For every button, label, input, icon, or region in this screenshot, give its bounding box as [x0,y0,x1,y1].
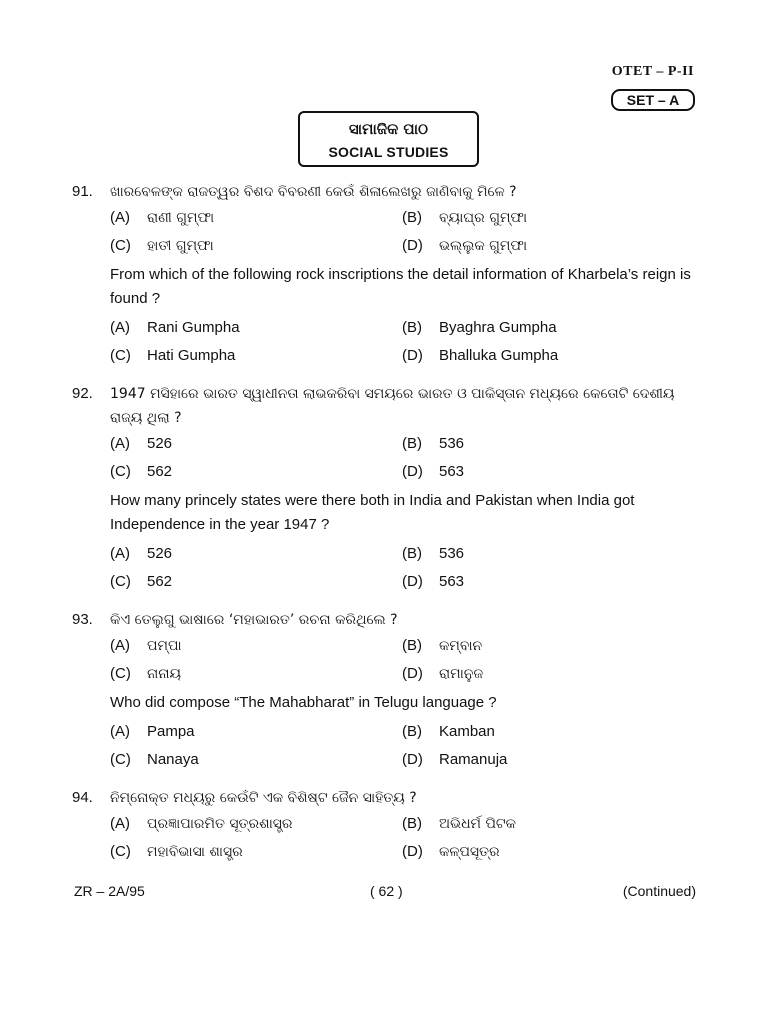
option-label: (B) [402,435,422,452]
option-b [402,810,697,838]
option-text: ଭଲ୍ଲୁକ ଗୁମ୍ଫା [439,238,528,254]
question-number: 92. [72,385,93,402]
option-text: ପ୍ରଜ୍ଞାପାରମିତ ସୂତ୍ରଶାସ୍ତ୍ର [147,816,293,832]
option-c [110,838,402,866]
option-b [402,430,697,458]
options-odia [110,204,697,260]
options-odia [110,810,697,866]
option-label: (B) [402,209,422,226]
option-a [110,810,402,838]
question-text-odia: 1947 ମସିହାରେ ଭାରତ ସ୍ୱାଧୀନତା ଲାଭକରିବା ସମୟରେ ଭାରତ ଓ ପାକିସ୍ତାନ ମଧ୍ୟରେ କେତୋଟି ଦେଶୀୟ ରାଜ୍ୟ ଥିଲା ? [110,386,675,426]
option-label: (D) [402,573,423,590]
question-text-odia: କିଏ ତେଲୁଗୁ ଭାଷାରେ ‘ମହାଭାରତ’ ରଚନା କରିଥିଲେ ? [110,612,398,628]
option-label: (D) [402,237,423,254]
option-label: (D) [402,665,423,682]
questions-list [72,180,697,878]
options-english [110,540,697,596]
option-b [402,204,697,232]
option-text: ରାମାନୁଜ [439,666,484,682]
option-b [402,632,697,660]
page-number: ( 62 ) [370,883,403,899]
option-text: Bhalluka Gumpha [439,347,559,364]
set-badge: SET – A [611,89,695,111]
question-number: 93. [72,611,93,628]
option-label: (C) [110,573,131,590]
question-text-odia: ନିମ୍ନୋକ୍ତ ମଧ୍ୟରୁ କେଉଁଟି ଏକ ବିଶିଷ୍ଟ ଜୈନ ସାହିତ୍ୟ ? [110,790,417,806]
option-c [110,342,402,370]
option-label: (B) [402,545,422,562]
option-label: (A) [110,319,130,336]
option-a [110,430,402,458]
question-text-odia: ଖାରବେଳଙ୍କ ରାଜତ୍ୱର ବିଶଦ ବିବରଣୀ କେଉଁ ଶିଳାଲେଖରୁ ଜାଣିବାକୁ ମିଳେ ? [110,184,517,200]
option-text: 526 [147,545,173,562]
option-label: (A) [110,545,130,562]
option-b [402,314,697,342]
question-text-english: From which of the following rock inscriptions the detail information of Kharbela’s reign is found ? [110,266,691,307]
option-text: 526 [147,435,173,452]
option-c [110,458,402,486]
option-label: (B) [402,637,422,654]
option-c [110,568,402,596]
option-c [110,660,402,688]
options-english [110,718,697,774]
option-text: 536 [439,545,465,562]
option-label: (C) [110,843,131,860]
option-text: ନାନାୟ [147,666,182,682]
footer-code: ZR – 2A/95 [74,883,145,899]
option-text: Kamban [439,723,495,740]
option-text: ବ୍ୟାଘ୍ର ଗୁମ୍ଫା [439,210,528,226]
option-text: ହାତୀ ଗୁମ୍ଫା [147,238,214,254]
option-label: (A) [110,637,130,654]
question-text-english: Who did compose “The Mahabharat” in Telugu language ? [110,694,497,711]
question-text-english: How many princely states were there both in India and Pakistan when India got Independence in the year 1947 ? [110,492,635,533]
option-text: କମ୍ବାନ [439,638,483,654]
option-d [402,458,697,486]
option-text: ପମ୍ପା [147,638,182,654]
option-c [110,232,402,260]
option-text: Pampa [147,723,195,740]
option-text: 562 [147,573,173,590]
option-d [402,342,697,370]
question-92 [72,382,697,596]
option-text: 563 [439,463,465,480]
option-text: 562 [147,463,173,480]
option-b [402,718,697,746]
question-94 [72,786,697,866]
option-label: (C) [110,463,131,480]
option-text: 536 [439,435,465,452]
option-label: (A) [110,209,130,226]
option-label: (C) [110,237,131,254]
option-label: (B) [402,815,422,832]
option-text: Ramanuja [439,751,508,768]
question-93 [72,608,697,774]
option-a [110,314,402,342]
option-label: (A) [110,435,130,452]
question-number: 91. [72,183,93,200]
option-b [402,540,697,568]
option-a [110,540,402,568]
option-text: କଳ୍ପସୂତ୍ର [439,844,500,860]
option-d [402,568,697,596]
option-text: ଅଭିଧର୍ମ ପିଟକ [439,816,516,832]
option-text: Byaghra Gumpha [439,319,557,336]
question-91 [72,180,697,370]
option-d [402,746,697,774]
option-d [402,232,697,260]
section-title-odia: ସାମାଜିକ ପାଠ [348,120,429,138]
option-a [110,632,402,660]
option-label: (B) [402,319,422,336]
options-odia [110,632,697,688]
options-english [110,314,697,370]
option-label: (D) [402,751,423,768]
option-text: Rani Gumpha [147,319,240,336]
section-title-box [298,111,479,167]
option-label: (B) [402,723,422,740]
option-d [402,660,697,688]
option-text: ମହାବିଭାସା ଶାସ୍ତ୍ର [147,844,243,860]
option-label: (C) [110,665,131,682]
continued-label: (Continued) [622,883,696,899]
question-number: 94. [72,789,93,806]
option-label: (A) [110,815,130,832]
option-a [110,204,402,232]
option-label: (D) [402,463,423,480]
option-label: (D) [402,347,423,364]
paper-code: OTET – P-II [611,64,694,79]
option-label: (C) [110,347,131,364]
options-odia [110,430,697,486]
option-text: ରାଣୀ ଗୁମ୍ଫା [147,210,215,226]
page-footer [74,883,696,899]
section-title-english: SOCIAL STUDIES [328,144,449,160]
option-text: 563 [439,573,465,590]
option-d [402,838,697,866]
option-label: (D) [402,843,423,860]
option-label: (C) [110,751,131,768]
option-text: Nanaya [147,751,199,768]
option-text: Hati Gumpha [147,347,236,364]
option-a [110,718,402,746]
option-c [110,746,402,774]
option-label: (A) [110,723,130,740]
